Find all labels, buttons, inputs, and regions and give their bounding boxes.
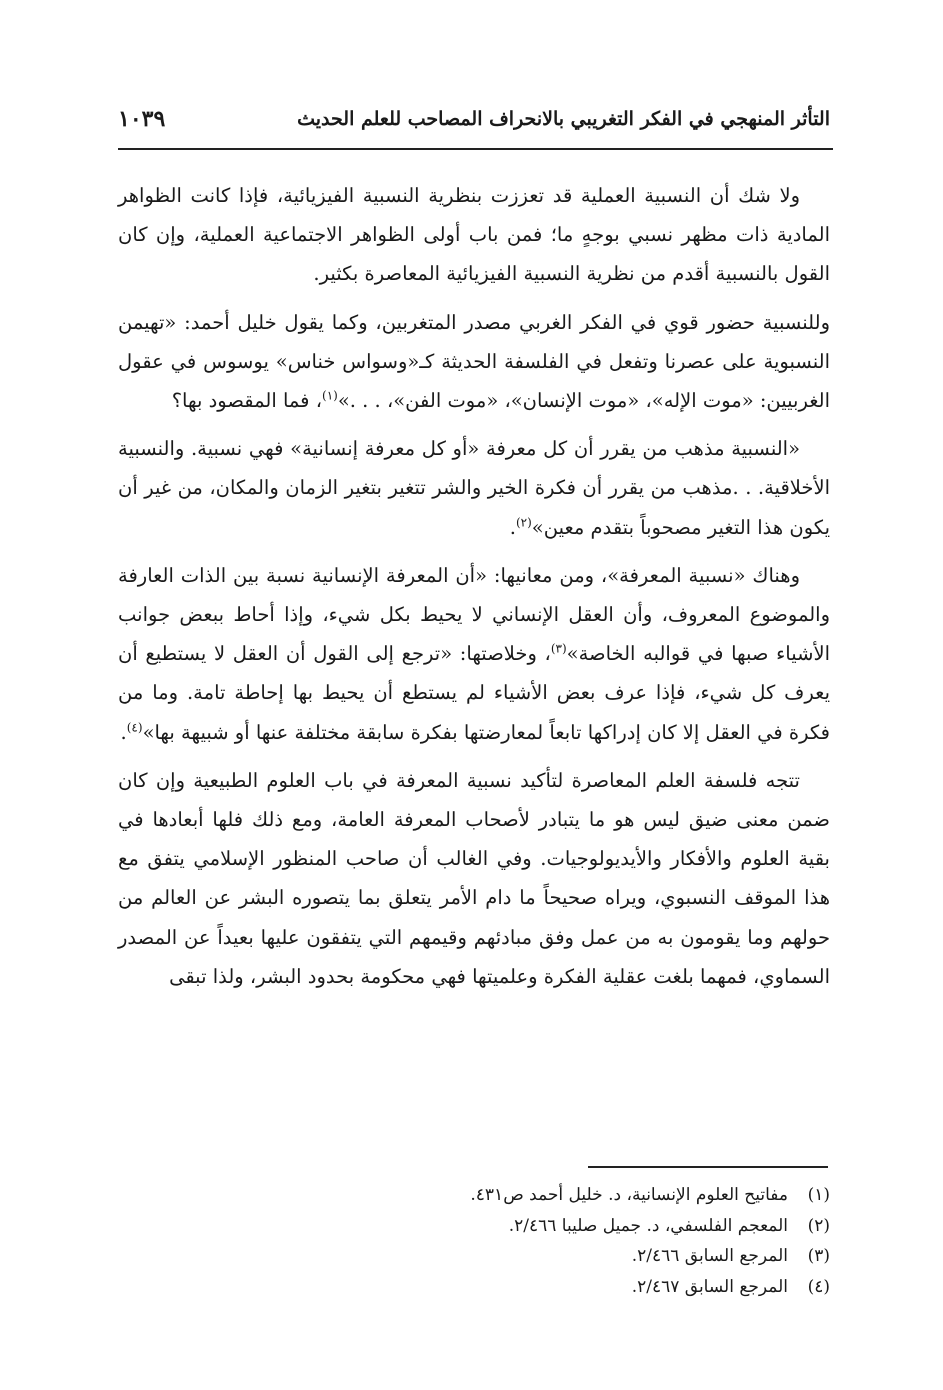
footnote-text: المرجع السابق ٢/٤٦٧. (631, 1276, 788, 1297)
paragraph-text: وهناك «نسبية المعرفة»، ومن معانيها: «أن المعرفة الإنسانية نسبة بين الذات العارفة والموضوع المعروف، وأن العقل الإنساني لا يحيط بكل شيء، وإذا أحاط ببعض جوانب الأشياء صبها في قوالبه الخاصة» (118, 563, 830, 666)
footnote-ref: (٤) (126, 720, 143, 735)
footnote-text: المعجم الفلسفي، د. جميل صليبا ٢/٤٦٦. (508, 1215, 788, 1236)
footnote-item (330, 1211, 830, 1242)
footnote-ref: (٢) (515, 515, 532, 530)
main-text (118, 176, 830, 1005)
page-number: ١٠٣٩ (118, 106, 166, 132)
paragraph-text: تتجه فلسفة العلم المعاصرة لتأكيد نسبية المعرفة في باب العلوم الطبيعية وإن كان ضمن معنى ضيق ليس هو ما يتبادر لأصحاب المعرفة العامة، ومع ذلك فلها أبعادها في بقية العلوم والأفكار والأيديولوجيات. وفي الغالب أن صاحب المنظور الإسلامي يتفق مع هذا الموقف النسبوي، ويراه صحيحاً ما دام الأمر يتعلق بما يتصوره البشر عن العالم من حولهم وما يقومون به من عمل وفق مبادئهم وقيمهم التي يتفقون عليها بعيداً عن المصدر السماوي، فمهما بلغت عقلية الفكرة وعلميتها فهي محكومة بحدود البشر، ولذا تبقى (118, 768, 830, 988)
paragraph-tail: ، وخلاصتها: «ترجع إلى القول أن العقل لا يستطيع أن يعرف كل شيء، فإذا عرف بعض الأشياء لم يستطع أن يحيط بها إحاطة تامة. وما من فكرة في العقل إلا كان إدراكها تابعاً لمعارضتها بفكرة سابقة مختلفة عنها أو شبيهة بها» (118, 642, 830, 744)
footnote-text: المرجع السابق ٢/٤٦٦. (631, 1246, 788, 1266)
paragraph-tail: . (509, 515, 516, 539)
paragraph-5 (118, 761, 830, 996)
footnote-text: مفاتيح العلوم الإنسانية، د. خليل أحمد ص٤٣١. (470, 1185, 788, 1205)
running-header (118, 108, 830, 142)
paragraph-1 (118, 176, 830, 294)
footnote-number: (٢) (807, 1215, 830, 1236)
paragraph-text: ولا شك أن النسبية العملية قد تعززت بنظرية النسبية الفيزيائية، فإذا كانت الظواهر المادية ذات مظهر نسبي بوجهٍ ما؛ فمن باب أولى الظواهر الاجتماعية العملية، وإن كان القول بالنسبية أقدم من نظرية النسبية الفيزيائية المعاصرة بكثير. (118, 184, 830, 286)
footnote-item (330, 1180, 830, 1211)
footnote-number: (٣) (807, 1246, 830, 1266)
footnote-item (330, 1241, 830, 1272)
footnote-ref: (١) (322, 388, 338, 403)
paragraph-4 (118, 556, 830, 752)
paragraph-2 (118, 303, 830, 421)
footnote-ref: (٣) (550, 641, 567, 656)
paragraph-tail: ، فما المقصود بها؟ (171, 389, 322, 413)
footnote-number: (٤) (807, 1276, 830, 1297)
footnote-item (330, 1272, 830, 1303)
paragraph-3 (118, 429, 830, 547)
paragraph-text: «النسبية مذهب من يقرر أن كل معرفة «أو كل معرفة إنسانية» فهي نسبية. والنسبية الأخلاقية. . .مذهب من يقرر أن فكرة الخير والشر تتغير بتغير الزمان والمكان، من غير أن يكون هذا التغير مصحوباً بتقدم معين» (118, 437, 830, 539)
paragraph-tail: . (120, 720, 127, 744)
footnotes (330, 1180, 830, 1302)
running-header-title: التأثر المنهجي في الفكر التغريبي بالانحراف المصاحب للعلم الحديث (297, 108, 830, 130)
paragraph-text: وللنسبية حضور قوي في الفكر الغربي مصدر المتغربين، وكما يقول خليل أحمد: «تهيمن النسبوية على عصرنا وتفعل في الفلسفة الحديثة كـ«وسواس خناس» يوسوس في عقول الغربيين: «موت الإله»، «موت الإنسان»، «موت الفن»، . . .» (118, 310, 830, 413)
header-divider (118, 148, 833, 150)
footnote-number: (١) (807, 1185, 830, 1205)
footnote-divider (588, 1166, 828, 1168)
